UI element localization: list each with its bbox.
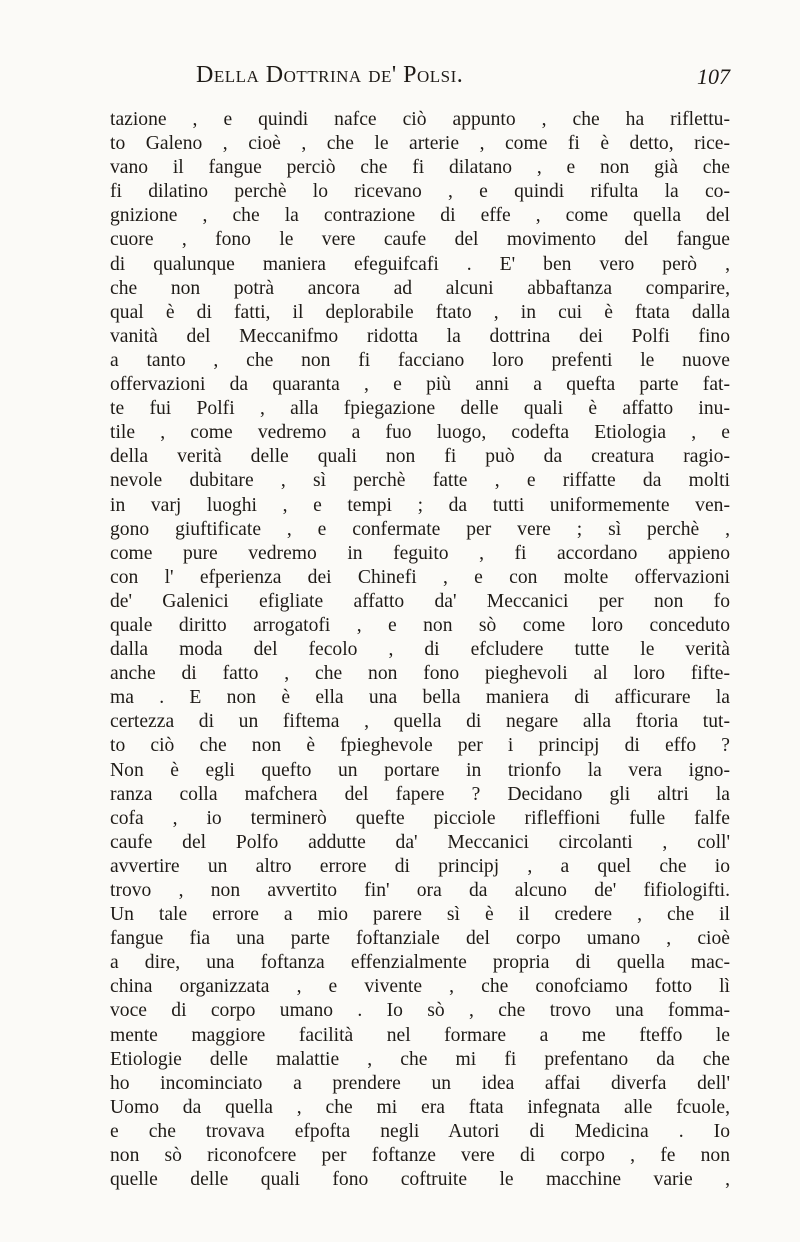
text-line: come pure vedremo in feguito , fi accordano appieno bbox=[110, 542, 730, 564]
text-line: certezza di un fiftema , quella di negare alla ftoria tut- bbox=[110, 711, 730, 733]
text-line: non sò riconofcere per foftanze vere di corpo , fe non bbox=[110, 1145, 730, 1167]
page-number: 107 bbox=[697, 64, 730, 89]
text-line: gnizione , che la contrazione di effe , come quella del bbox=[110, 205, 730, 227]
text-line: a tanto , che non fi facciano loro prefenti le nuove bbox=[110, 349, 730, 371]
text-line: mente maggiore facilità nel formare a me fteffo le bbox=[110, 1024, 730, 1046]
body-text bbox=[110, 108, 730, 1192]
text-line: della verità delle quali non fi può da creatura ragio- bbox=[110, 446, 730, 468]
running-title: Della Dottrina de' Polsi. bbox=[196, 62, 464, 88]
text-line: tazione , e quindi nafce ciò appunto , che ha riflettu- bbox=[110, 109, 730, 130]
text-line: qual è di fatti, il deplorabile ftato , in cui è ftata dalla bbox=[110, 301, 730, 323]
text-line: china organizzata , e vivente , che conofciamo fotto lì bbox=[110, 976, 730, 998]
text-line: vanità del Meccanifmo ridotta la dottrina dei Polfi fino bbox=[110, 325, 730, 347]
text-line: con l' efperienza dei Chinefi , e con molte offervazioni bbox=[110, 566, 730, 588]
text-line: gono giuftificate , e confermate per vere ; sì perchè , bbox=[110, 518, 730, 540]
text-line: Non è egli quefto un portare in trionfo la vera igno- bbox=[110, 759, 730, 781]
text-line: quelle delle quali fono coftruite le macchine varie , bbox=[110, 1169, 730, 1191]
text-line: e che trovava efpofta negli Autori di Medicina . Io bbox=[110, 1120, 730, 1142]
text-line: caufe del Polfo addutte da' Meccanici circolanti , coll' bbox=[110, 831, 730, 853]
text-line: Un tale errore a mio parere sì è il credere , che il bbox=[110, 904, 730, 926]
text-line: fangue fia una parte foftanziale del corpo umano , cioè bbox=[110, 928, 730, 950]
text-line: a dire, una foftanza effenzialmente propria di quella mac- bbox=[110, 952, 730, 974]
text-line: to ciò che non è fpieghevole per i principj di effo ? bbox=[110, 735, 730, 757]
text-line: de' Galenici efigliate affatto da' Meccanici per non fo bbox=[110, 590, 730, 612]
text-line: quale diritto arrogatofi , e non sò come loro conceduto bbox=[110, 614, 730, 636]
text-line: ranza colla mafchera del fapere ? Decidano gli altri la bbox=[110, 783, 730, 805]
text-line: tile , come vedremo a fuo luogo, codefta Etiologia , e bbox=[110, 422, 730, 444]
text-line: che non potrà ancora ad alcuni abbaftanza comparire, bbox=[110, 277, 730, 299]
text-line: offervazioni da quaranta , e più anni a quefta parte fat- bbox=[110, 374, 730, 396]
text-line: fi dilatino perchè lo ricevano , e quindi rifulta la co- bbox=[110, 181, 730, 203]
text-line: ma . E non è ella una bella maniera di afficurare la bbox=[110, 687, 730, 709]
text-line: to Galeno , cioè , che le arterie , come fi è detto, rice- bbox=[110, 133, 730, 155]
text-line: in varj luoghi , e tempi ; da tutti uniformemente ven- bbox=[110, 494, 730, 516]
text-line: vano il fangue perciò che fi dilatano , e non già che bbox=[110, 157, 730, 179]
text-line: ho incominciato a prendere un idea affai diverfa dell' bbox=[110, 1072, 730, 1094]
text-line: avvertire un altro errore di principj , a quel che io bbox=[110, 855, 730, 877]
text-line: dalla moda del fecolo , di efcludere tutte le verità bbox=[110, 639, 730, 661]
text-line: Uomo da quella , che mi era ftata infegnata alle fcuole, bbox=[110, 1096, 730, 1118]
text-line: cofa , io terminerò quefte picciole rifleffioni fulle falfe bbox=[110, 807, 730, 829]
text-line: trovo , non avvertito fin' ora da alcuno de' fifiologifti. bbox=[110, 880, 730, 901]
text-line: cuore , fono le vere caufe del movimento del fangue bbox=[110, 229, 730, 251]
text-line: di qualunque maniera efeguifcafi . E' ben vero però , bbox=[110, 253, 730, 275]
text-line: Etiologie delle malattie , che mi fi prefentano da che bbox=[110, 1048, 730, 1070]
text-line: anche di fatto , che non fono pieghevoli al loro fifte- bbox=[110, 663, 730, 685]
page-header bbox=[110, 60, 730, 94]
text-line: nevole dubitare , sì perchè fatte , e riffatte da molti bbox=[110, 470, 730, 492]
text-line: te fui Polfi , alla fpiegazione delle quali è affatto inu- bbox=[110, 398, 730, 420]
text-line: voce di corpo umano . Io sò , che trovo una fomma- bbox=[110, 1000, 730, 1022]
